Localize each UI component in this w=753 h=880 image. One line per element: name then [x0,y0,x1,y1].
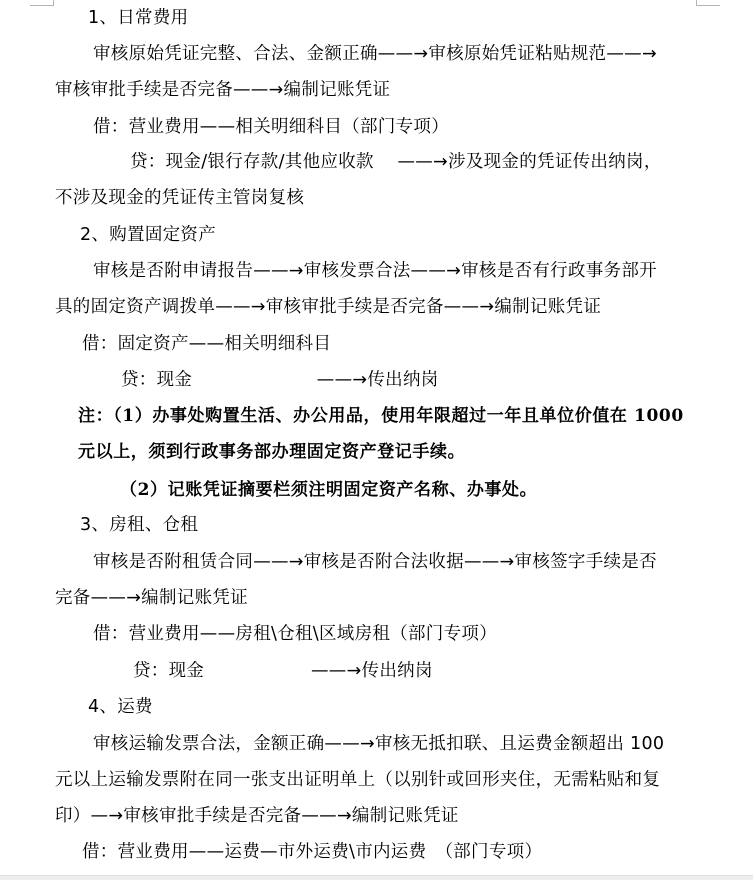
heading-daily-expenses: 1、日常费用 [88,8,189,28]
credit-entry: 贷：现金/银行存款/其他应收款 ——→涉及现金的凭证传出纳岗， [130,152,662,172]
paragraph-line: 审核原始凭证完整、合法、金额正确——→审核原始凭证粘贴规范——→ [93,44,657,64]
paragraph-line: 审核审批手续是否完备——→编制记账凭证 [55,80,391,100]
credit-entry: 贷：现金 ——→传出纳岗 [121,370,439,390]
paragraph-line: 完备——→编制记账凭证 [55,588,248,608]
page-bottom-edge [0,875,753,880]
paragraph-line: 印）—→审核审批手续是否完备——→编制记账凭证 [55,806,459,826]
note-line: 元以上，须到行政事务部办理固定资产登记手续。 [78,442,466,462]
note-line: 注：（1）办事处购置生活、办公用品，使用年限超过一年且单位价值在 1000 [78,406,684,426]
paragraph-line: 审核是否附租赁合同——→审核是否附合法收据——→审核签字手续是否 [93,552,657,572]
debit-entry: 借：固定资产——相关明细科目 [82,334,332,354]
crop-mark-top-left [30,0,54,6]
debit-entry: 借：营业费用——运费—市外运费\市内运费 （部门专项） [82,842,543,862]
paragraph-line: 不涉及现金的凭证传主管岗复核 [55,188,305,208]
credit-entry: 贷：现金 ——→传出纳岗 [133,661,433,681]
note-line: （2）记账凭证摘要栏须注明固定资产名称、办事处。 [120,480,538,500]
paragraph-line: 审核运输发票合法，金额正确——→审核无抵扣联、且运费金额超出 100 [93,734,665,754]
heading-freight: 4、运费 [88,697,153,717]
paragraph-line: 元以上运输发票附在同一张支出证明单上（以别针或回形夹住，无需粘贴和复 [55,770,661,790]
debit-entry: 借：营业费用——相关明细科目（部门专项） [93,117,449,137]
heading-fixed-assets: 2、购置固定资产 [80,225,217,245]
crop-mark-top-right [696,0,720,6]
paragraph-line: 具的固定资产调拨单——→审核审批手续是否完备——→编制记账凭证 [55,297,602,317]
paragraph-line: 审核是否附申请报告——→审核发票合法——→审核是否有行政事务部开 [93,261,657,281]
heading-rent: 3、房租、仓租 [80,515,199,535]
debit-entry: 借：营业费用——房租\仓租\区域房租（部门专项） [93,624,497,644]
